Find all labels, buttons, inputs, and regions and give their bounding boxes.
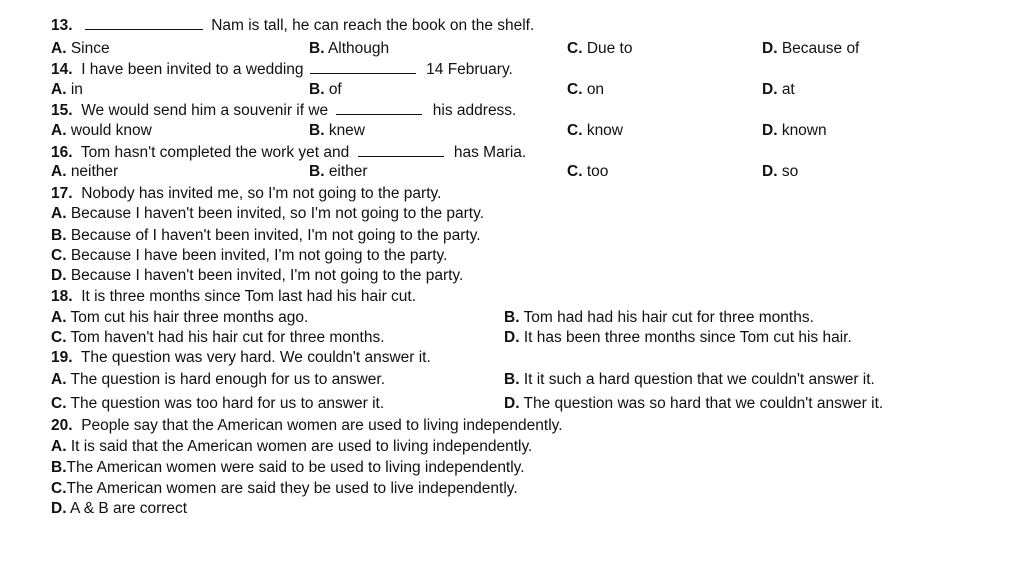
question-19: 19. The question was very hard. We couldn't answer it. [51, 349, 431, 366]
q15-option-d: D. known [762, 122, 827, 139]
q15-option-b: B. knew [309, 122, 365, 139]
q20-option-b: B.The American women were said to be used to living independently. [51, 459, 525, 476]
q19-option-d: D. The question was so hard that we couldn't answer it. [504, 395, 884, 412]
q14-option-b: B. of [309, 81, 342, 98]
q19-option-c: C. The question was too hard for us to answer it. [51, 395, 385, 412]
question-15: 15. We would send him a souvenir if we his address. [51, 102, 517, 119]
q20-option-a: A. It is said that the American women are used to living independently. [51, 438, 533, 455]
q20-option-c: C.The American women are said they be used to live independently. [51, 480, 518, 497]
q15-option-c: C. know [567, 122, 623, 139]
answer-blank [85, 17, 203, 30]
q19-option-a: A. The question is hard enough for us to answer. [51, 371, 386, 388]
q16-option-b: B. either [309, 163, 368, 180]
q20-option-d: D. A & B are correct [51, 500, 188, 517]
question-14: 14. I have been invited to a wedding 14 February. [51, 61, 513, 78]
question-18: 18. It is three months since Tom last had his hair cut. [51, 288, 417, 305]
answer-blank [310, 61, 416, 74]
q13-option-d: D. Because of [762, 40, 860, 57]
q17-option-a: A. Because I haven't been invited, so I'm not going to the party. [51, 205, 485, 222]
q18-option-a: A. Tom cut his hair three months ago. [51, 309, 309, 326]
answer-blank [336, 102, 422, 115]
q15-option-a: A. would know [51, 122, 152, 139]
q18-option-b: B. Tom had had his hair cut for three months. [504, 309, 814, 326]
question-13: 13. Nam is tall, he can reach the book on the shelf. [51, 17, 535, 34]
q16-option-d: D. so [762, 163, 799, 180]
q14-option-d: D. at [762, 81, 795, 98]
q14-option-c: C. on [567, 81, 605, 98]
q16-option-a: A. neither [51, 163, 119, 180]
q19-option-b: B. It it such a hard question that we couldn't answer it. [504, 371, 875, 388]
q14-option-a: A. in [51, 81, 83, 98]
q13-option-c: C. Due to [567, 40, 633, 57]
q17-option-b: B. Because of I haven't been invited, I'm not going to the party. [51, 227, 481, 244]
answer-blank [358, 144, 444, 157]
q17-option-d: D. Because I haven't been invited, I'm not going to the party. [51, 267, 464, 284]
q16-option-c: C. too [567, 163, 609, 180]
question-17: 17. Nobody has invited me, so I'm not going to the party. [51, 185, 442, 202]
question-20: 20. People say that the American women are used to living independently. [51, 417, 563, 434]
q17-option-c: C. Because I have been invited, I'm not going to the party. [51, 247, 448, 264]
q18-option-c: C. Tom haven't had his hair cut for three months. [51, 329, 385, 346]
question-16: 16. Tom hasn't completed the work yet and has Maria. [51, 144, 527, 161]
q18-option-d: D. It has been three months since Tom cut his hair. [504, 329, 852, 346]
q13-option-a: A. Since [51, 40, 110, 57]
q13-option-b: B. Although [309, 40, 390, 57]
